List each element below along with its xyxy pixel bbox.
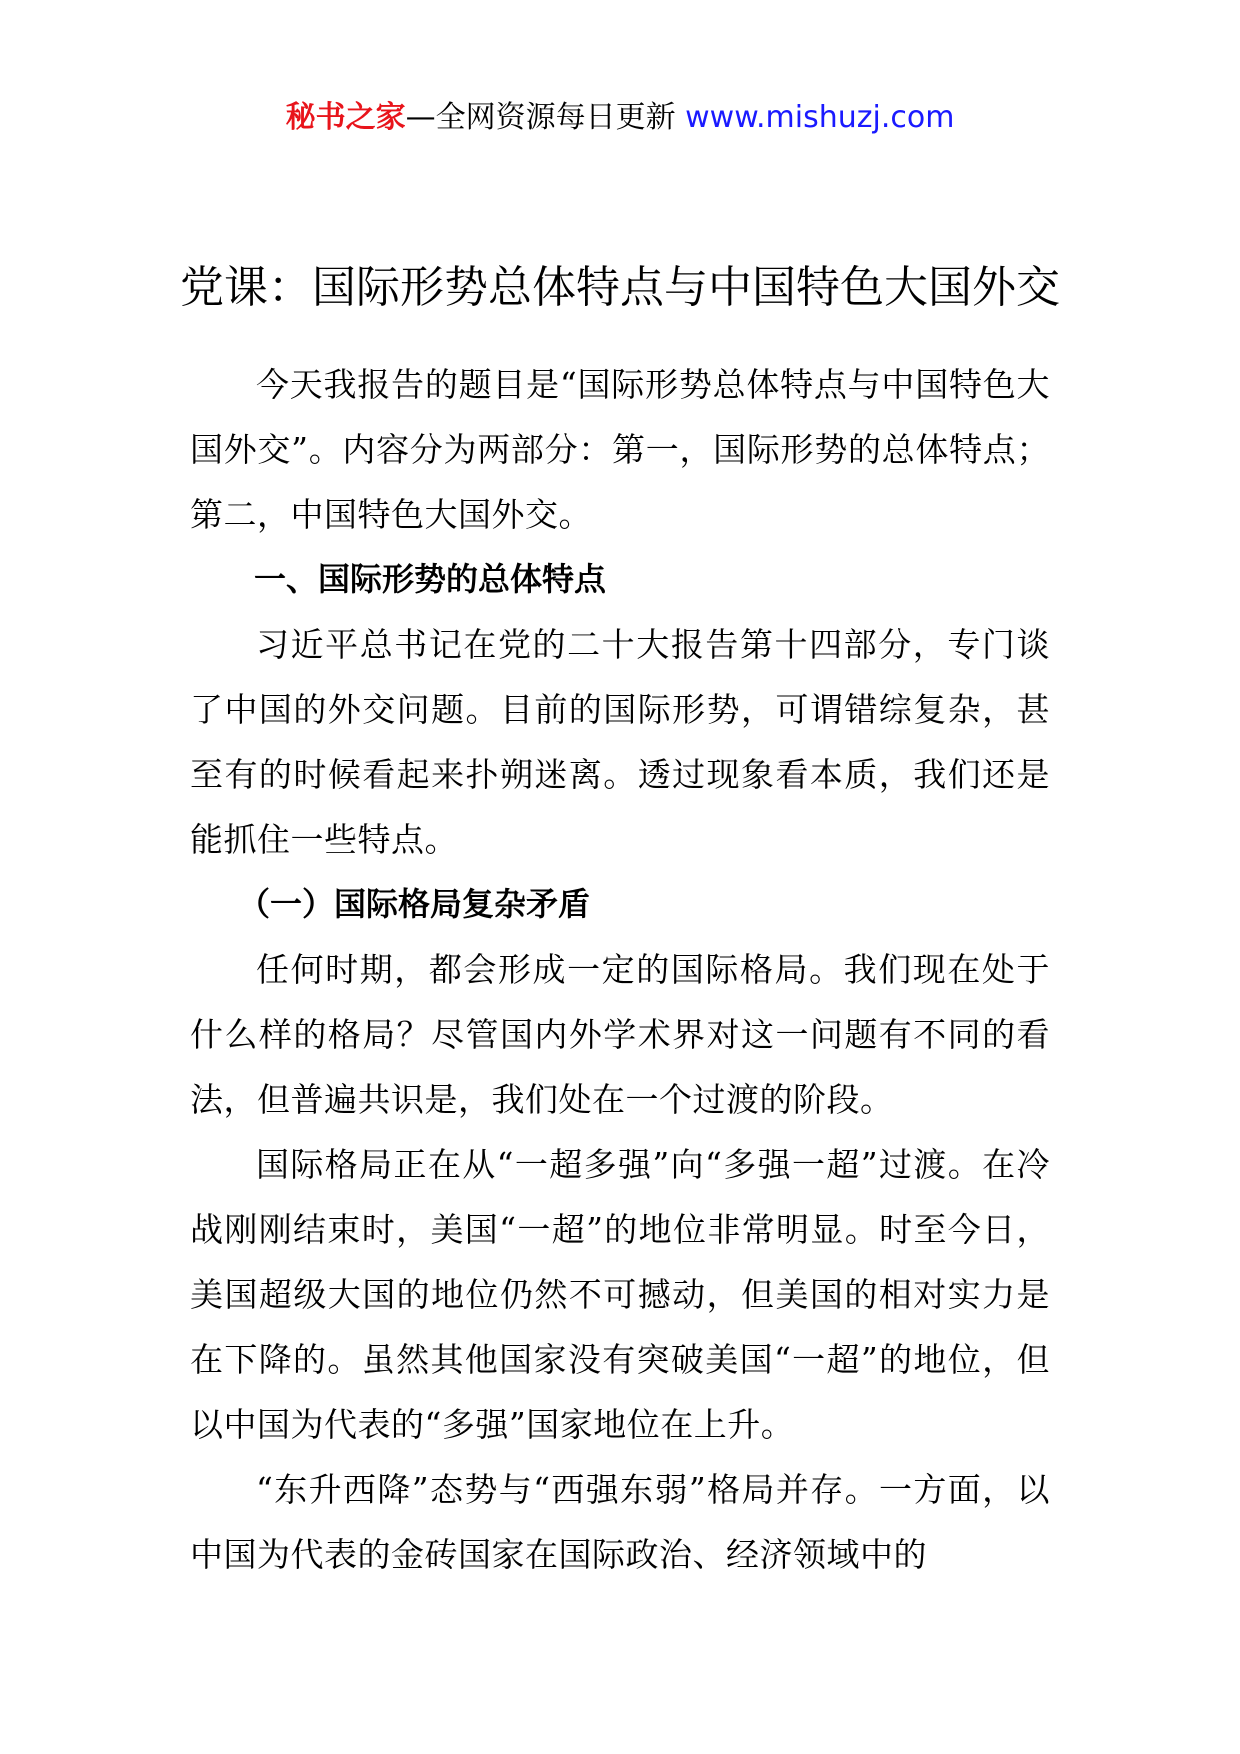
- section-heading: 一、国际形势的总体特点: [254, 560, 607, 598]
- paragraph: 习近平总书记在党的二十大报告第十四部分，专门谈了中国的外交问题。目前的国际形势，可谓错综复杂，甚至有的时候看起来扑朔迷离。透过现象看本质，我们还是能抓住一些特点。: [190, 625, 1050, 859]
- paragraph: 国际格局正在从“一超多强”向“多强一超”过渡。在冷战刚刚结束时，美国“一超”的地位非常明显。时至今日，美国超级大国的地位仍然不可撼动，但美国的相对实力是在下降的。虽然其他国家没有突破美国“一超”的地位，但以中国为代表的“多强”国家地位在上升。: [190, 1145, 1050, 1444]
- paragraph: “东升西降”态势与“西强东弱”格局并存。一方面，以中国为代表的金砖国家在国际政治、经济领域中的: [190, 1470, 1050, 1574]
- site-header: [0, 98, 1240, 138]
- site-brand: 秘书之家: [285, 100, 406, 135]
- site-url-link[interactable]: www.mishuzj.com: [685, 100, 955, 135]
- site-slogan: —全网资源每日更新: [405, 100, 686, 135]
- subsection-heading: （一）国际格局复杂矛盾: [238, 885, 591, 923]
- document-title: 党课：国际形势总体特点与中国特色大国外交: [180, 262, 1060, 313]
- intro-paragraph: 今天我报告的题目是“国际形势总体特点与中国特色大国外交”。内容分为两部分：第一，国际形势的总体特点；第二，中国特色大国外交。: [190, 365, 1050, 534]
- paragraph: 任何时期，都会形成一定的国际格局。我们现在处于什么样的格局？尽管国内外学术界对这一问题有不同的看法，但普遍共识是，我们处在一个过渡的阶段。: [190, 950, 1050, 1119]
- document-body: [190, 352, 1050, 1587]
